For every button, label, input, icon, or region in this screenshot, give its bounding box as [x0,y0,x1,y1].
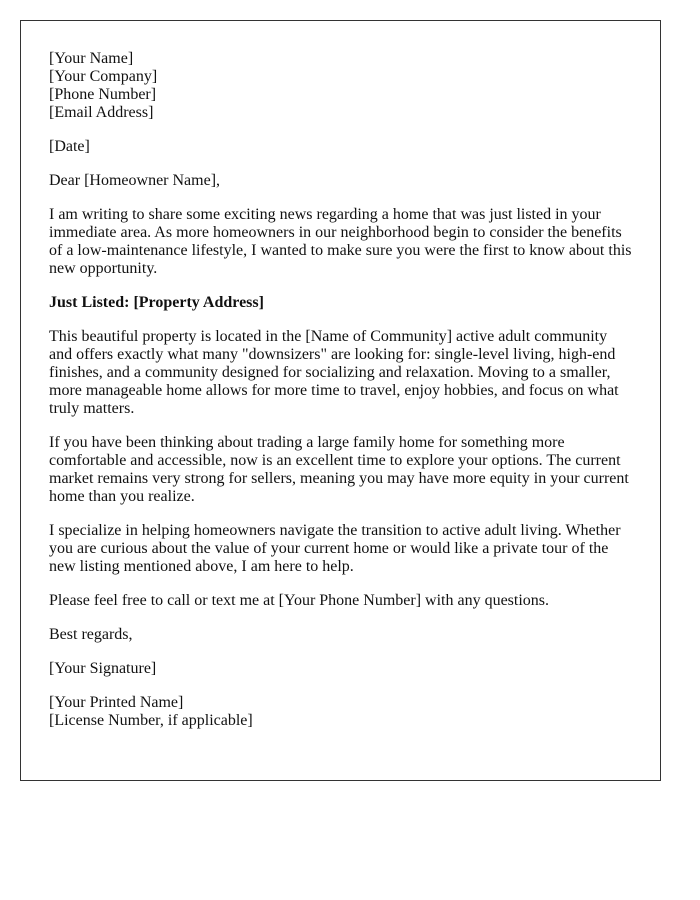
sender-company: [Your Company] [49,68,158,85]
sender-name: [Your Name] [49,50,134,67]
letter-date: [Date] [49,138,90,155]
contact-paragraph: Please feel free to call or text me at [Your Phone Number] with any questions. [49,592,550,609]
printed-name: [Your Printed Name] [49,694,184,711]
closing: Best regards, [49,626,133,643]
specialize-paragraph: I specialize in helping homeowners navigate the transition to active adult living. Whether you are curious about the value of your current home or would like a private tour of the new listing mentioned above, I am here to help. [49,522,621,575]
salutation: Dear [Homeowner Name], [49,172,221,189]
property-paragraph: This beautiful property is located in the [Name of Community] active adult community and offers exactly what many "downsizers" are looking for: single-level living, high-end finishes, and a community designed for socializing and relaxation. Moving to a smaller, more manageable home allows for more time to travel, enjoy hobbies, and focus on what truly matters. [49,328,619,417]
footer-block [49,694,632,730]
letter-page [20,20,661,781]
sender-email: [Email Address] [49,104,154,121]
sender-phone: [Phone Number] [49,86,157,103]
listing-heading: Just Listed: [Property Address] [49,294,264,311]
signature: [Your Signature] [49,660,157,677]
license-number: [License Number, if applicable] [49,712,253,729]
sender-block [49,50,632,122]
intro-paragraph: I am writing to share some exciting news regarding a home that was just listed in your immediate area. As more homeowners in our neighborhood begin to consider the benefits of a low-maintenance lifestyle, I wanted to make sure you were the first to know about this new opportunity. [49,206,632,277]
market-paragraph: If you have been thinking about trading a large family home for something more comfortable and accessible, now is an excellent time to explore your options. The current market remains very strong for sellers, meaning you may have more equity in your current home than you realize. [49,434,629,505]
